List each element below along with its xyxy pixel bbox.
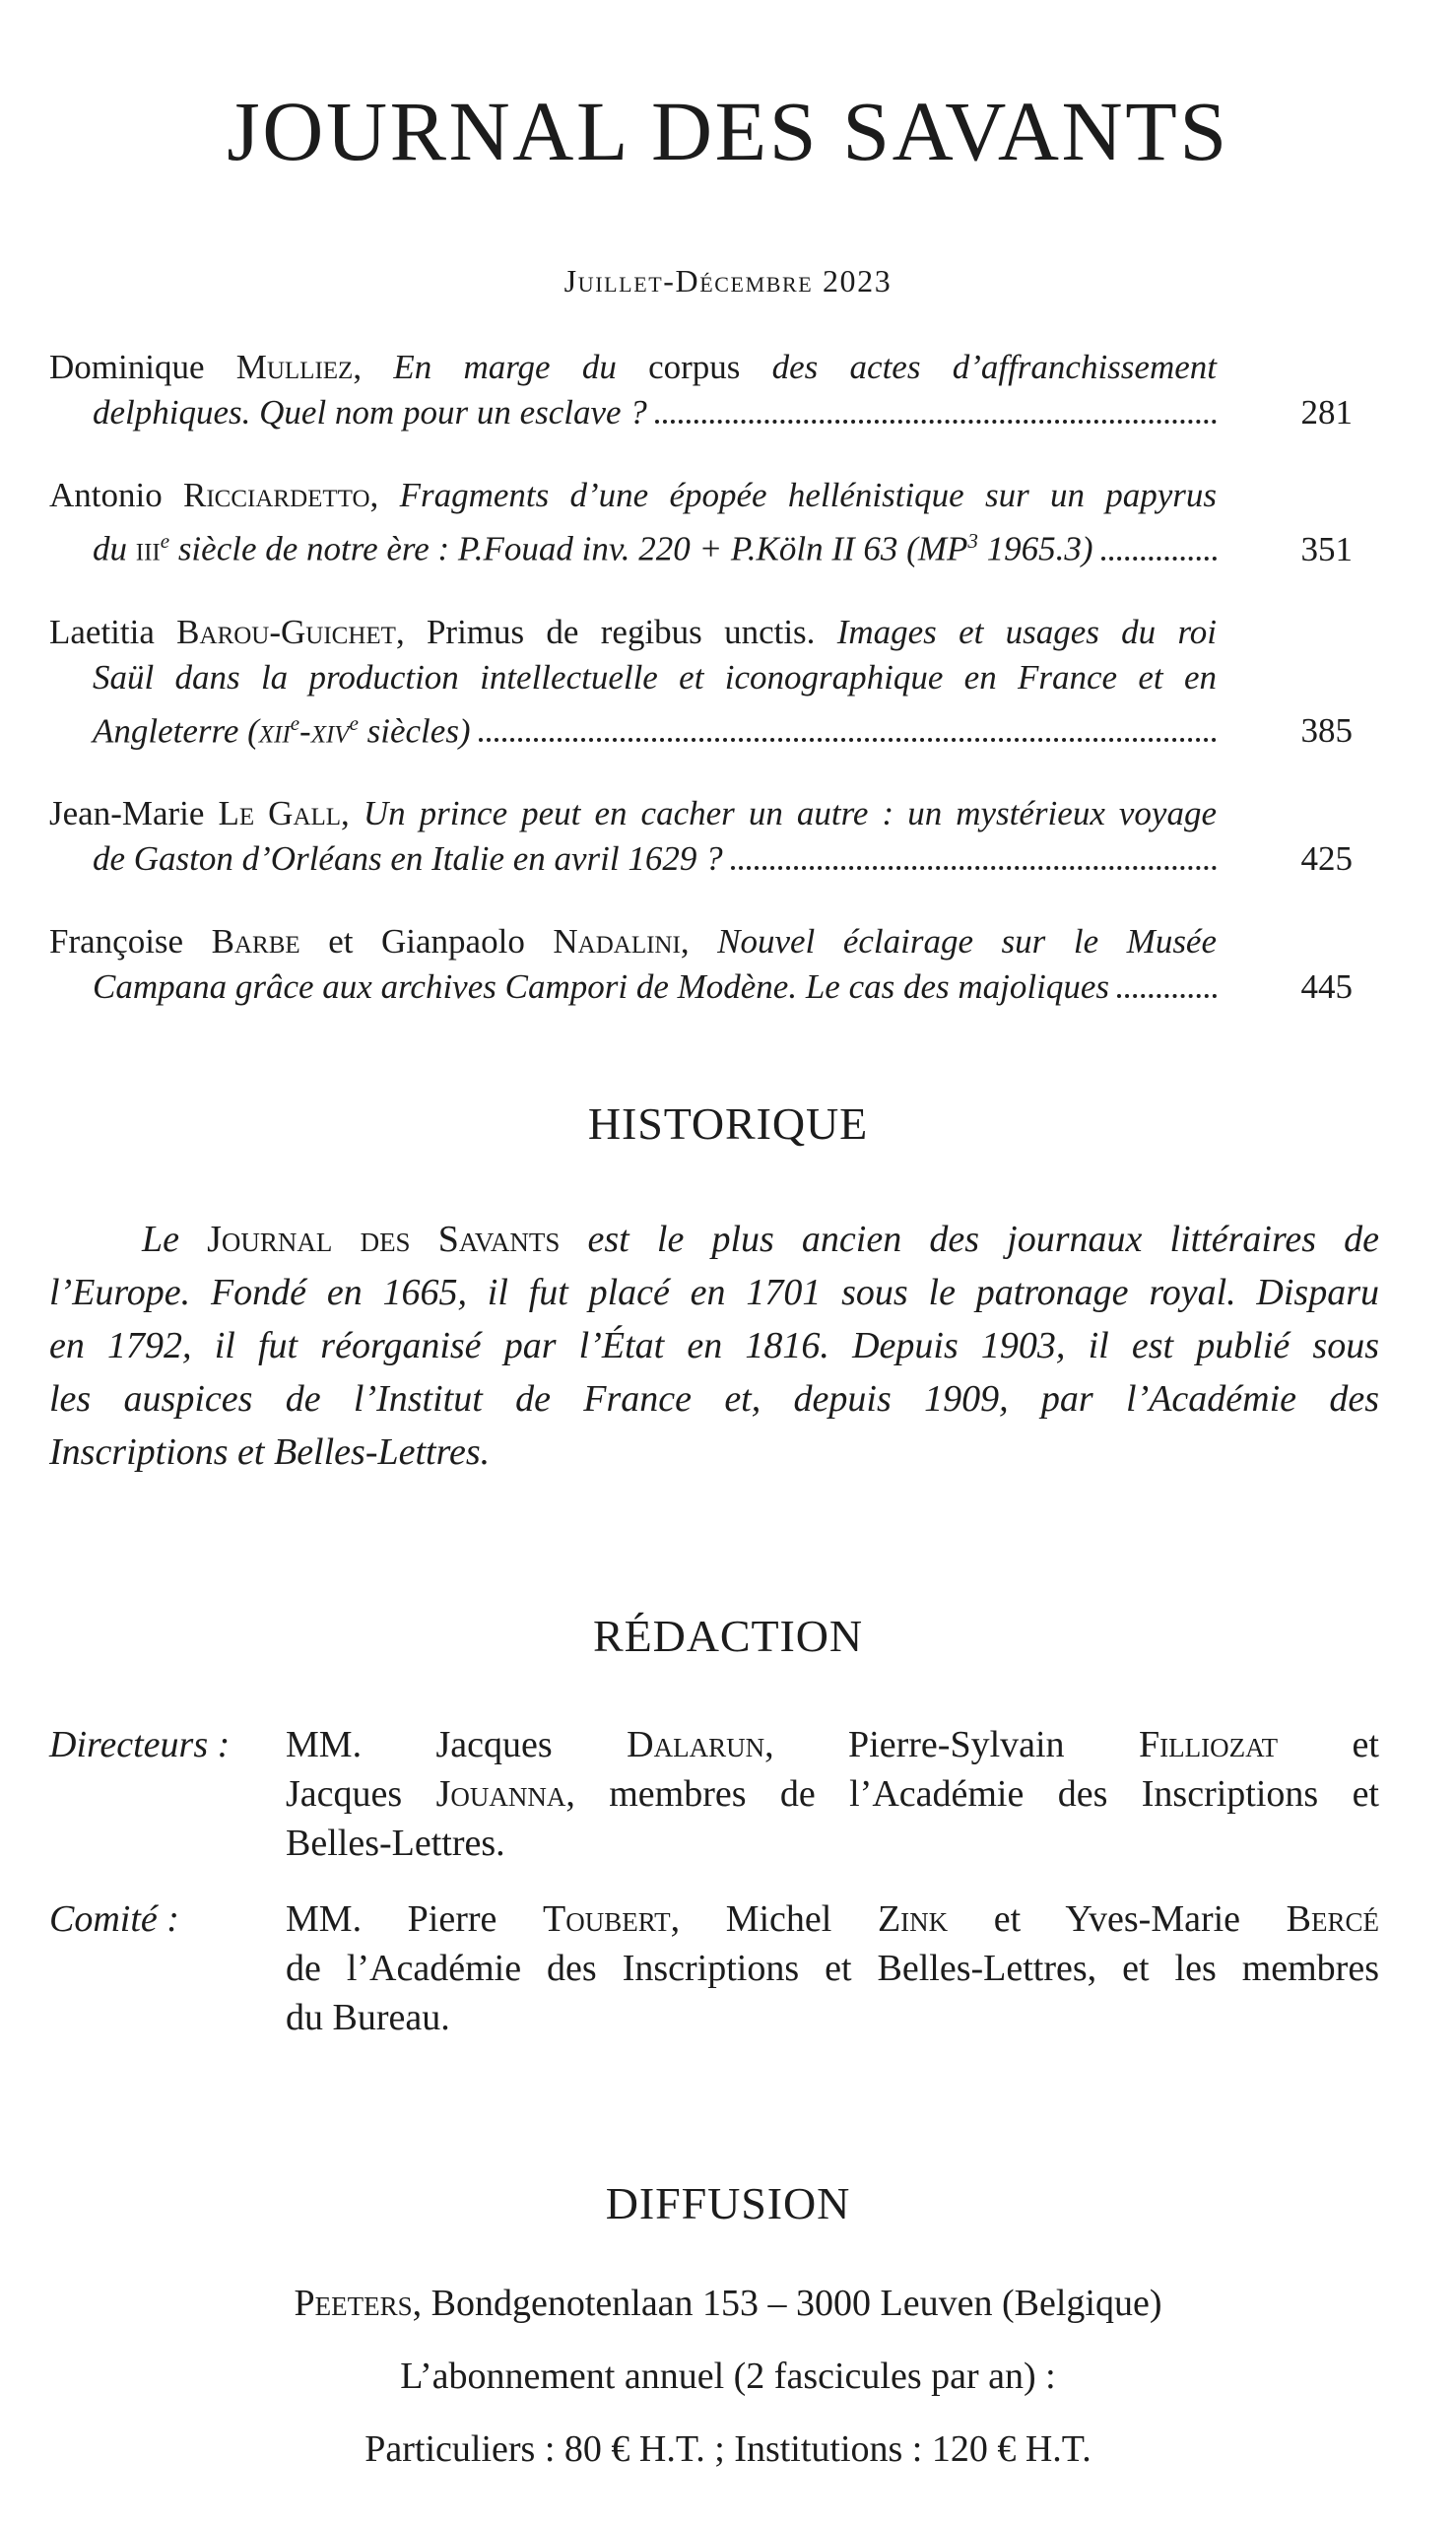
redaction-line: Jacques Jouanna, membres de l’Académie des Inscriptions et: [286, 1773, 1379, 1816]
toc-entry-lastline: [49, 390, 1217, 435]
redaction-line: Belles-Lettres.: [286, 1823, 505, 1865]
toc-page-number: 425: [1300, 839, 1353, 879]
dot-leader: [655, 420, 1217, 424]
dot-leader: [479, 738, 1217, 742]
toc-entry-line: delphiques. Quel nom pour un esclave ?: [93, 393, 647, 431]
toc-entry-line: du iii$^e$ siècle de notre ère : P.Fouad inv. 220 + P.Köln II 63 ($MP^3$ 1965.3): [93, 529, 1093, 568]
toc-page-number: 351: [1300, 529, 1353, 568]
issue-date: Juillet-Décembre 2023: [563, 263, 893, 299]
dot-leader: [1101, 557, 1217, 561]
redaction-row-comite: [49, 1894, 1379, 2042]
redaction-line: MM. Pierre Toubert, Michel Zink et Yves-Marie Bercé: [286, 1898, 1380, 1941]
section-heading-redaction: RÉDACTION: [592, 1611, 864, 1662]
toc-entry: [49, 610, 1353, 755]
toc-entry-line: Jean-Marie Le Gall, Un prince peut en cacher un autre : un mystérieux voyage: [49, 794, 1218, 833]
toc-entry-line: Angleterre (xii$^e$-xiv$^e$ siècles): [93, 710, 471, 751]
toc-entry-line: de Gaston d’Orléans en Italie en avril 1629 ?: [93, 839, 723, 879]
redaction-label: Comité :: [49, 1898, 179, 1941]
toc-entry-text: [49, 345, 1217, 435]
paragraph-line: en 1792, il fut réorganisé par l’État en 1816. Depuis 1903, il est publié sous: [49, 1325, 1379, 1367]
dot-leader: [1117, 994, 1217, 998]
paragraph-line: les auspices de l’Institut de France et, depuis 1909, par l’Académie des: [49, 1378, 1379, 1421]
historique-paragraph: [49, 1213, 1379, 1479]
section-heading-historique: HISTORIQUE: [587, 1098, 869, 1150]
toc-entry-text: [49, 791, 1217, 882]
toc-entry-text: [49, 473, 1217, 572]
diffusion-subscription: L’abonnement annuel (2 fascicules par an) :: [400, 2356, 1056, 2398]
redaction-line: du Bureau.: [286, 1997, 450, 2039]
toc-entry-lastline: [49, 836, 1217, 882]
table-of-contents: [49, 345, 1353, 1010]
toc-entry: [49, 473, 1353, 572]
toc-page-number: 445: [1300, 967, 1353, 1007]
diffusion-block: [0, 2279, 1456, 2474]
redaction-content: [286, 1720, 1379, 1868]
paragraph-line: Inscriptions et Belles-Lettres.: [49, 1431, 491, 1474]
toc-page-number: 385: [1300, 711, 1353, 751]
redaction-content: [286, 1894, 1379, 2042]
diffusion-address: Peeters, Bondgenotenlaan 153 – 3000 Leuven (Belgique): [294, 2283, 1162, 2325]
paragraph-line: l’Europe. Fondé en 1665, il fut placé en 1701 sous le patronage royal. Disparu: [49, 1272, 1379, 1314]
toc-entry: [49, 345, 1353, 435]
toc-entry-line: Laetitia Barou-Guichet, Primus de regibus unctis. Images et usages du roi: [49, 612, 1217, 651]
toc-entry-line: Françoise Barbe et Gianpaolo Nadalini, Nouvel éclairage sur le Musée: [49, 922, 1218, 962]
toc-page-number: 281: [1300, 393, 1353, 431]
toc-entry: [49, 919, 1353, 1010]
paragraph-line: Le Journal des Savants est le plus ancien des journaux littéraires de: [142, 1219, 1379, 1261]
journal-title: JOURNAL DES SAVANTS: [227, 84, 1229, 178]
toc-entry-text: [49, 610, 1217, 755]
redaction-row-directeurs: [49, 1720, 1379, 1868]
toc-entry-lastline: [49, 964, 1217, 1010]
toc-entry-line: Dominique Mulliez, En marge du corpus des actes d’affranchissement: [49, 348, 1217, 386]
dot-leader: [731, 866, 1217, 870]
diffusion-prices: Particuliers : 80 € H.T. ; Institutions : 120 € H.T.: [364, 2428, 1092, 2471]
redaction-line: de l’Académie des Inscriptions et Belles-Lettres, et les membres: [286, 1948, 1379, 1990]
toc-entry: [49, 791, 1353, 882]
toc-entry-line: Antonio Ricciardetto, Fragments d’une épopée hellénistique sur un papyrus: [49, 476, 1218, 514]
section-heading-diffusion: DIFFUSION: [605, 2178, 851, 2229]
toc-entry-line: Campana grâce aux archives Campori de Modène. Le cas des majoliques: [93, 967, 1110, 1007]
toc-entry-lastline: [49, 700, 1217, 755]
redaction-line: MM. Jacques Dalarun, Pierre-Sylvain Filliozat et: [286, 1724, 1379, 1766]
toc-entry-text: [49, 919, 1217, 1010]
toc-entry-line: Saül dans la production intellectuelle et iconographique en France et en: [93, 657, 1217, 697]
toc-entry-lastline: [49, 518, 1217, 572]
redaction-label: Directeurs :: [49, 1724, 231, 1766]
